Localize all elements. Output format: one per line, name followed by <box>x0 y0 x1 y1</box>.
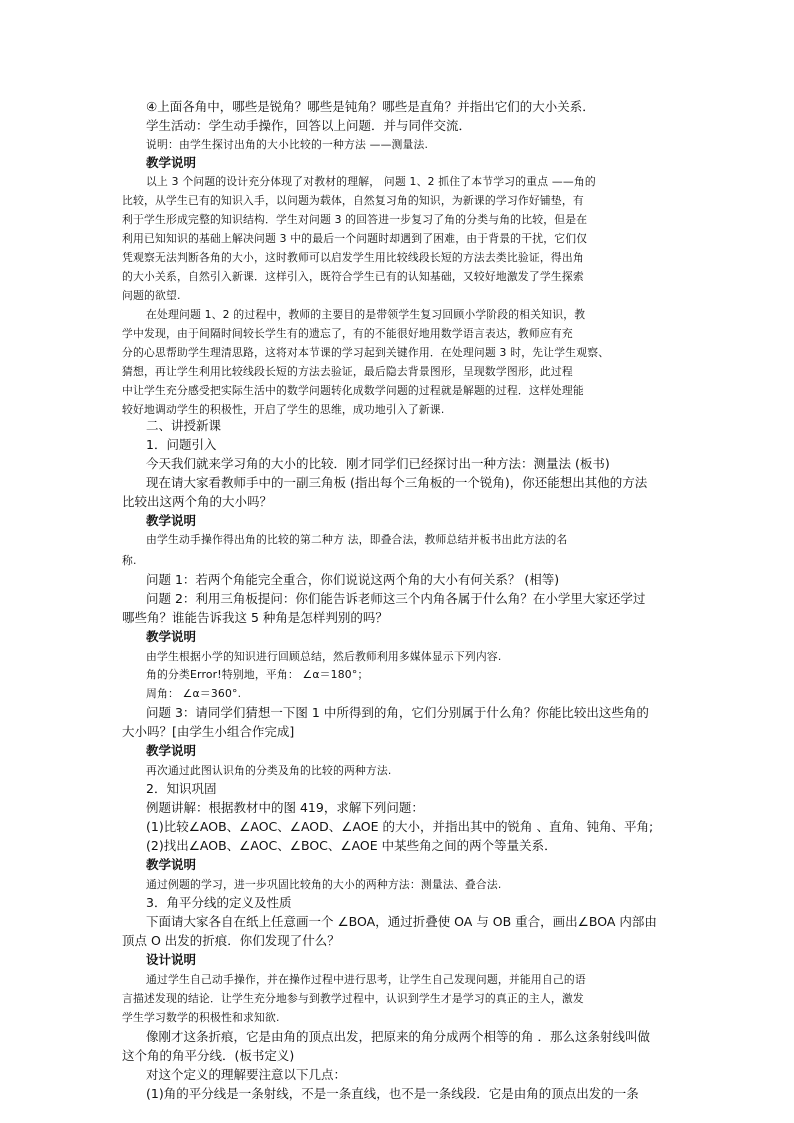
text-line: 以上 3 个问题的设计充分体现了对教材的理解， 问题 1、2 抓住了本节学习的重点 ——角的 <box>146 175 596 188</box>
text-line: 问题 3：请同学们猜想一下图 1 中所得到的角，它们分别属于什么角？你能比较出这些角的 <box>146 705 649 720</box>
text-line: 1．问题引入 <box>146 437 217 452</box>
text-line: 的大小关系，自然引入新课．这样引入，既符合学生已有的认知基础，又较好地激发了学生探索 <box>122 270 584 283</box>
text-line: 再次通过此图认识角的分类及角的比较的两种方法. <box>146 764 392 777</box>
text-line: ④上面各角中，哪些是锐角？哪些是钝角？哪些是直角？并指出它们的大小关系． <box>146 99 595 114</box>
text-line: 称. <box>122 554 137 567</box>
text-line: 由学生动手操作得出角的比较的第二种方 法，即叠合法，教师总结并板书出此方法的名 <box>146 533 568 546</box>
text-line: 角的分类Error!特别地，平角： ∠α＝180°； <box>146 668 369 681</box>
text-line: 3．角平分线的定义及性质 <box>146 895 292 910</box>
text-line: 利用已知知识的基础上解决问题 3 中的最后一个问题时却遇到了困难，由于背景的干扰，它们仅 <box>122 232 588 245</box>
section-heading: 教学说明 <box>146 155 197 170</box>
text-line: 由学生根据小学的知识进行回顾总结，然后教师利用多媒体显示下列内容. <box>146 650 502 663</box>
text-line: 学生学习数学的积极性和求知欲. <box>122 1011 280 1024</box>
text-line: 顶点 O 出发的折痕．你们发现了什么？ <box>122 933 340 948</box>
text-line: 分的心思帮助学生理清思路，这将对本节课的学习起到关键作用．在处理问题 3 时，先让学生观察、 <box>122 346 610 359</box>
section-heading: 教学说明 <box>146 743 197 758</box>
text-line: 二、讲授新课 <box>146 418 222 433</box>
text-line: 中让学生充分感受把实际生活中的数学问题转化成数学问题的过程就是解题的过程．这样处理能 <box>122 384 584 397</box>
text-line: 比较出这两个角的大小吗？ <box>122 494 273 509</box>
text-line: 下面请大家各自在纸上任意画一个 ∠BOA，通过折叠使 OA 与 OB 重合，画出∠BOA 内部由 <box>146 914 657 929</box>
text-line: 对这个定义的理解要注意以下几点： <box>146 1067 347 1082</box>
text-line: 例题讲解：根据教材中的图 419，求解下列问题： <box>146 800 424 815</box>
text-line: 通过例题的学习，进一步巩固比较角的大小的两种方法：测量法、叠合法. <box>146 878 502 891</box>
text-line: 在处理问题 1、2 的过程中，教师的主要目的是带领学生复习回顾小学阶段的相关知识，教 <box>146 308 586 321</box>
section-heading: 设计说明 <box>146 952 197 967</box>
text-line: 猜想，再让学生利用比较线段长短的方法去验证，最后隐去背景图形，呈现数学图形，此过程 <box>122 365 573 378</box>
text-line: 学中发现，由于间隔时间较长学生有的遗忘了，有的不能很好地用数学语言表达，教师应有充 <box>122 327 573 340</box>
text-line: 今天我们就来学习角的大小的比较．刚才同学们已经探讨出一种方法：测量法 (板书) <box>146 456 610 471</box>
text-line: 这个角的角平分线．(板书定义) <box>122 1048 295 1063</box>
section-heading: 教学说明 <box>146 513 197 528</box>
text-line: 说明：由学生探讨出角的大小比较的一种方法 ——测量法. <box>146 138 429 151</box>
text-line: 较好地调动学生的积极性，开启了学生的思维，成功地引入了新课. <box>122 403 445 416</box>
text-line: 2．知识巩固 <box>146 781 217 796</box>
text-line: (2)找出∠AOB、∠AOC、∠BOC、∠AOE 中某些角之间的两个等量关系． <box>146 838 557 853</box>
section-heading: 教学说明 <box>146 629 197 644</box>
text-line: 像刚才这条折痕，它是由角的顶点出发，把原来的角分成两个相等的角 ．那么这条射线叫做 <box>146 1029 650 1044</box>
text-line: 比较，从学生已有的知识入手，以问题为载体，自然复习角的知识，为新课的学习作好铺垫，有 <box>122 194 584 207</box>
text-line: 凭观察无法判断各角的大小，这时教师可以启发学生用比较线段长短的方法去类比验证，得出角 <box>122 251 584 264</box>
text-line: 学生活动：学生动手操作，回答以上问题．并与同伴交流． <box>146 118 472 133</box>
text-line: 哪些角？谁能告诉我这 5 种角是怎样判别的吗？ <box>122 610 388 625</box>
text-line: 问题的欲望. <box>122 289 181 302</box>
text-line: (1)比较∠AOB、∠AOC、∠AOD、∠AOE 的大小，并指出其中的锐角 、直角、钝角、平角; <box>146 819 654 834</box>
section-heading: 教学说明 <box>146 857 197 872</box>
text-line: 问题 2：利用三角板提问：你们能告诉老师这三个内角各属于什么角？在小学里大家还学过 <box>146 591 646 606</box>
text-line: 利于学生形成完整的知识结构．学生对问题 3 的回答进一步复习了角的分类与角的比较，但是在 <box>122 213 588 226</box>
text-line: (1)角的平分线是一条射线，不是一条直线，也不是一条线段．它是由角的顶点出发的一条 <box>146 1086 639 1101</box>
text-line: 现在请大家看教师手中的一副三角板 (指出每个三角板的一个锐角)，你还能想出其他的方法 <box>146 475 648 490</box>
text-line: 言描述发现的结论．让学生充分地参与到教学过程中，认识到学生才是学习的真正的主人，激发 <box>122 992 584 1005</box>
text-line: 问题 1：若两个角能完全重合，你们说说这两个角的大小有何关系？ (相等) <box>146 572 560 587</box>
text-line: 大小吗？[由学生小组合作完成] <box>122 724 295 739</box>
text-line: 通过学生自己动手操作，并在操作过程中进行思考，让学生自己发现问题，并能用自己的语 <box>146 973 586 986</box>
text-line: 周角： ∠α＝360°. <box>146 687 242 700</box>
